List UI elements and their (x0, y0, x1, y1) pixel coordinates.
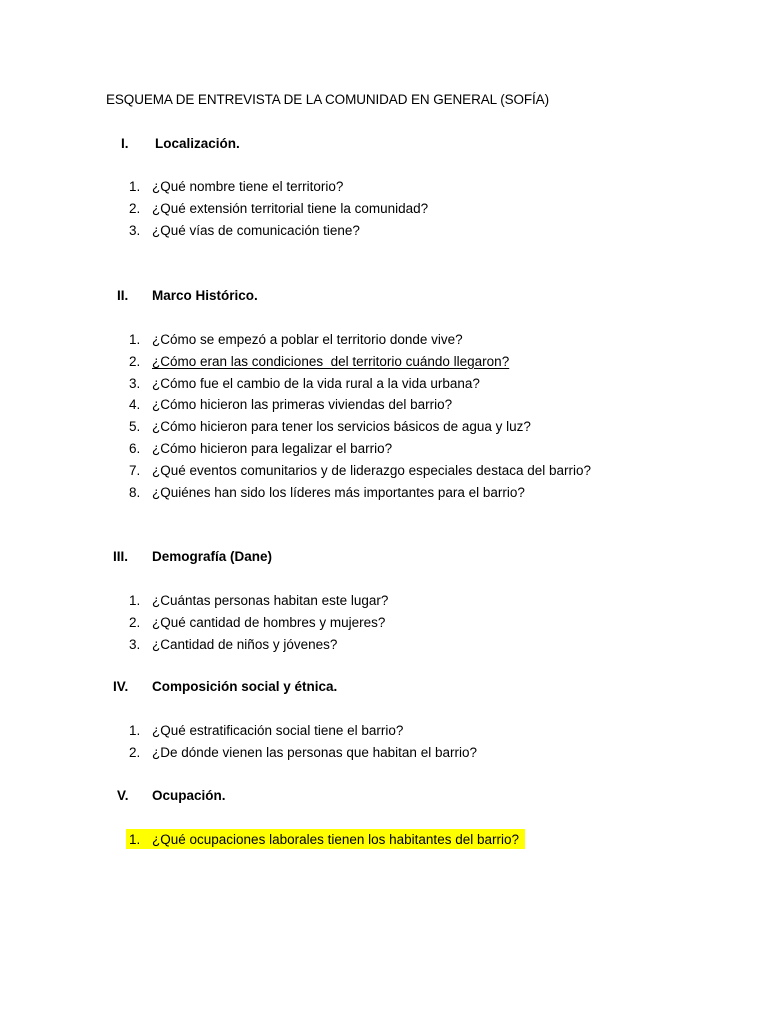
item-number: 8. (129, 484, 141, 500)
question-text: ¿Cómo hicieron las primeras viviendas del barrio? (152, 397, 453, 413)
question-text: ¿Qué extensión territorial tiene la comunidad? (152, 200, 429, 216)
section-title: Localización. (155, 136, 240, 151)
item-number: 6. (129, 440, 141, 456)
question-text: ¿Cómo se empezó a poblar el territorio donde vive? (152, 332, 463, 347)
question-text: ¿Cómo hicieron para tener los servicios básicos de agua y luz? (152, 419, 531, 435)
question-text: ¿Cómo eran las condiciones del territorio cuándo llegaron? (152, 353, 510, 369)
question-text: ¿Qué nombre tiene el territorio? (152, 179, 344, 194)
item-number: 5. (129, 419, 141, 435)
question-text: ¿Qué eventos comunitarios y de liderazgo especiales destaca del barrio? (152, 462, 591, 478)
question-text: ¿Qué vías de comunicación tiene? (152, 222, 360, 238)
item-number: 3. (129, 222, 141, 238)
document-title: ESQUEMA DE ENTREVISTA DE LA COMUNIDAD EN GENERAL (SOFÍA) (106, 92, 549, 107)
section-title: Composición social y étnica. (152, 679, 338, 694)
question-text: ¿Qué cantidad de hombres y mujeres? (152, 614, 386, 630)
item-number: 1. (129, 593, 141, 608)
item-number: 7. (129, 462, 141, 478)
item-number: 2. (129, 744, 141, 760)
section-title: Marco Histórico. (152, 288, 258, 303)
question-text: ¿De dónde vienen las personas que habitan el barrio? (152, 744, 477, 760)
question-text: ¿Qué ocupaciones laborales tienen los habitantes del barrio? (152, 832, 519, 847)
item-number: 1. (129, 179, 141, 194)
item-number: 1. (129, 723, 141, 738)
question-text: ¿Qué estratificación social tiene el barrio? (152, 723, 404, 738)
section-numeral: II. (117, 288, 129, 303)
section-numeral: IV. (113, 679, 129, 694)
section-numeral: I. (121, 136, 129, 151)
question-text: ¿Cantidad de niños y jóvenes? (152, 636, 338, 652)
section-title: Demografía (Dane) (152, 549, 273, 564)
item-number: 2. (129, 614, 141, 630)
section-numeral: III. (113, 549, 129, 564)
item-number: 1. (129, 332, 141, 347)
section-numeral: V. (117, 788, 129, 803)
item-number: 1. (129, 832, 141, 847)
question-text: ¿Quiénes han sido los líderes más importantes para el barrio? (152, 484, 525, 500)
item-number: 2. (129, 200, 141, 216)
section-title: Ocupación. (152, 788, 226, 803)
item-number: 3. (129, 375, 141, 391)
item-number: 2. (129, 353, 141, 369)
item-number: 3. (129, 636, 141, 652)
item-number: 4. (129, 397, 141, 413)
question-text: ¿Cómo hicieron para legalizar el barrio? (152, 440, 393, 456)
question-text: ¿Cuántas personas habitan este lugar? (152, 593, 389, 608)
question-text: ¿Cómo fue el cambio de la vida rural a la vida urbana? (152, 375, 480, 391)
